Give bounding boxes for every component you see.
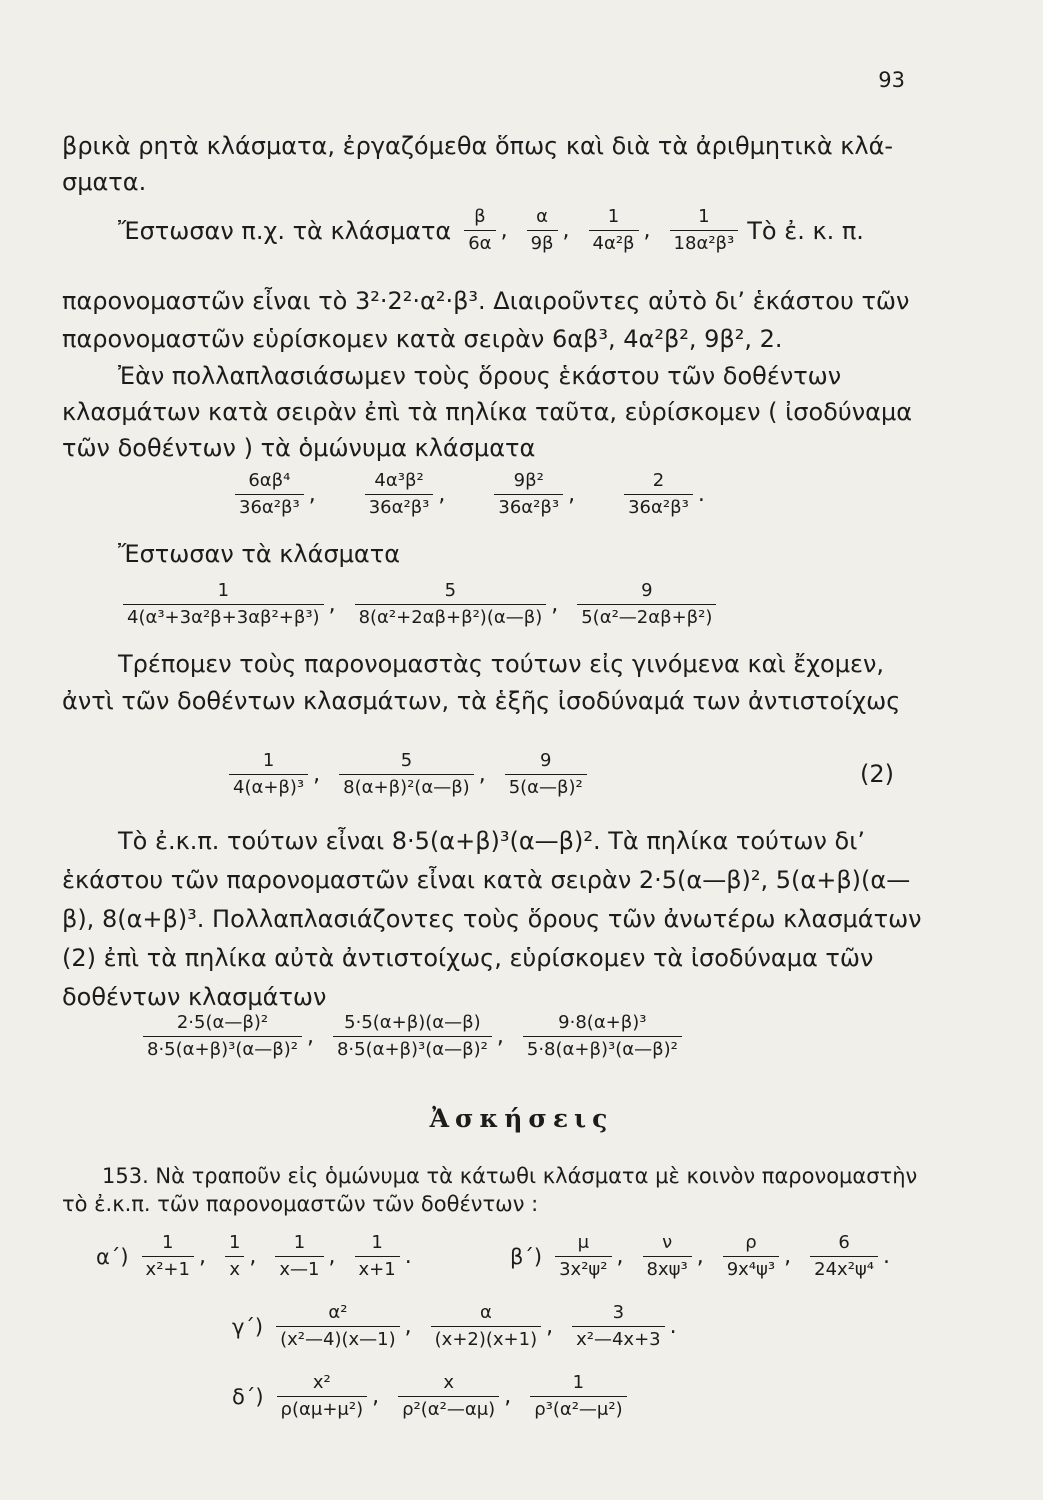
example2-result-line: $\frac{\text{2·5(α—β)²}}{\text{8·5(α+β)³(α—β)²}}$ , $\frac{5\cdot 5(\alpha+\beta)(\alpha—\beta)}{\text{8·5(α+β)³(α—β)²}}$ , $\frac{\text{9·8(α+β)³}}{\text{5·8(α+β)³(α—β)²}}$ (140, 1012, 685, 1061)
fraction: $\frac{9}{\text{5(α²—2αβ+β²)}}$ (577, 580, 716, 629)
intro-line-2: σματα. (62, 168, 147, 196)
example2-body2: Τὸ ἐ.κ.π. τούτων εἶναι 8·5(α+β)³(α—β)². Τὰ πηλίκα τούτων δι’ ἑκάστου τῶν παρονομαστῶν εἶναι κατὰ σειρὰν 2·5(α—β)², 5(α+β)(α—β), 8(α+β)³. Πολλαπλασιάζοντες τοὺς ὅρους τῶν ἀνωτέρω κλασμάτων (2) ἐπὶ τὰ πηλίκα αὐτὰ ἀντιστοίχως, εὑρίσκομεν τὰ ἰσοδύναμα τῶν δοθέντων κλασμάτων (62, 827, 922, 1011)
fraction: $\frac{\mu}{\text{3x²ψ²}}$ (555, 1232, 611, 1281)
fraction: $\frac{\beta}{6\alpha}$ (464, 206, 495, 255)
fraction: $\frac{2}{\text{36α²β³}}$ (624, 470, 693, 519)
fraction: $\frac{9}{\text{5(α—β)²}}$ (505, 750, 587, 799)
intro-paragraph (62, 128, 922, 200)
fraction: $\frac{5\cdot 5(\alpha+\beta)(\alpha—\beta)}{\text{8·5(α+β)³(α—β)²}}$ (333, 1012, 492, 1061)
fraction: $\frac{1}{x}$ (225, 1232, 244, 1281)
fraction: $\frac{\text{x²}}{\text{ρ(αμ+μ²)}}$ (277, 1372, 368, 1421)
fraction: $\frac{\alpha}{(x+2)(x+1)}$ (431, 1302, 541, 1351)
equation-label: (2) (860, 760, 894, 788)
page-number: 93 (878, 68, 905, 92)
example1-fractions-line: Ἔστωσαν π.χ. τὰ κλάσματα $\frac{\beta}{6\alpha}$ , $\frac{\alpha}{9\beta}$ , $\frac{1}{\text{4α²β}}$ , $\frac{1}{\text{18α²β³}}$ Τὸ ἐ. κ. π. (118, 206, 864, 254)
example1-body: παρονομαστῶν εἶναι τὸ 3²·2²·α²·β³. Διαιροῦντες αὐτὸ δι’ ἑκάστου τῶν παρονομαστῶν εὑρίσκομεν κατὰ σειρὰν 6αβ³, 4α²β², 9β², 2. (62, 287, 910, 353)
fraction: $\frac{1}{\text{4α²β}}$ (589, 206, 639, 255)
example1-result-line: $\frac{\text{6αβ⁴}}{\text{36α²β³}}$ , $\frac{\text{4α³β²}}{\text{36α²β³}}$ , $\frac{\text{9β²}}{\text{36α²β³}}$ , $\frac{2}{\text{36α²β³}}$ . (232, 470, 721, 519)
exercise-153: 153. Νὰ τραποῦν εἰς ὁμώνυμα τὰ κάτωθι κλάσματα μὲ κοινὸν παρονομαστὴν τὸ ἐ.κ.π. τῶν παρονομαστῶν τῶν δοθέντων : (62, 1164, 918, 1216)
fraction: $\frac{\text{9·8(α+β)³}}{\text{5·8(α+β)³(α—β)²}}$ (523, 1012, 682, 1061)
fraction: $\frac{1}{\text{4(α³+3α²β+3αβ²+β³)}}$ (123, 580, 324, 629)
exercise-part-b: β΄) $\frac{\mu}{\text{3x²ψ²}}$ , $\frac{\nu}{\text{8xψ³}}$ , $\frac{\rho}{\text{9x⁴ψ³}}$ , $\frac{6}{\text{24x²ψ⁴}}$ . (510, 1232, 891, 1280)
fraction: $\frac{\alpha}{9\beta}$ (527, 206, 558, 255)
fraction: $\frac{6}{\text{24x²ψ⁴}}$ (810, 1232, 878, 1281)
exercise-part-d: δ΄) $\frac{\text{x²}}{\text{ρ(αμ+μ²)}}$ , $\frac{x}{\text{ρ²(α²—αμ)}}$ , $\frac{1}{\text{ρ³(α²—μ²)}}$ (232, 1372, 630, 1421)
fraction: $\frac{\text{α²}}{\text{(x²—4)(x—1)}}$ (276, 1302, 400, 1351)
fraction: $\frac{\rho}{\text{9x⁴ψ³}}$ (723, 1232, 779, 1281)
example2-lead: Ἔστωσαν τὰ κλάσματα (118, 540, 401, 568)
fraction: $\frac{1}{x—1}$ (275, 1232, 323, 1281)
example2-body: Τρέπομεν τοὺς παρονομαστὰς τούτων εἰς γινόμενα καὶ ἔχομεν, ἀντὶ τῶν δοθέντων κλασμάτων, τὰ ἑξῆς ἰσοδύναμά των ἀντιστοίχως (62, 650, 901, 715)
fraction: $\frac{\nu}{\text{8xψ³}}$ (643, 1232, 692, 1281)
intro-line-1: βρικὰ ρητὰ κλάσματα, ἐργαζόμεθα ὅπως καὶ διὰ τὰ ἀριθμητικὰ κλά- (62, 132, 894, 160)
fraction: $\frac{1}{\text{ρ³(α²—μ²)}}$ (530, 1372, 626, 1421)
exercise-part-c: γ΄) $\frac{\text{α²}}{\text{(x²—4)(x—1)}}$ , $\frac{\alpha}{(x+2)(x+1)}$ , $\frac{3}{\text{x²—4x+3}}$ . (232, 1302, 677, 1350)
example2-factored-line: $\frac{1}{\text{4(α+β)³}}$ , $\frac{5}{\text{8(α+β)²(α—β)}}$ , $\frac{9}{\text{5(α—β)²}}$ (226, 750, 590, 799)
example1-lead: Ἔστωσαν π.χ. τὰ κλάσματα (118, 216, 452, 245)
fraction: $\frac{1}{\text{4(α+β)³}}$ (229, 750, 308, 799)
exercise-part-a: α΄) $\frac{1}{\text{x²+1}}$ , $\frac{1}{x}$ , $\frac{1}{x—1}$ , $\frac{1}{x+1}$ . (96, 1232, 412, 1280)
example1-body2: Ἐὰν πολλαπλασιάσωμεν τοὺς ὅρους ἑκάστου τῶν δοθέντων κλασμάτων κατὰ σειρὰν ἐπὶ τὰ πηλίκα ταῦτα, εὑρίσκομεν ( ἰσοδύναμα τῶν δοθέντων ) τὰ ὁμώνυμα κλάσματα (62, 362, 913, 462)
exercises-heading: Ἀσκήσεις (429, 1104, 614, 1133)
fraction: $\frac{1}{\text{x²+1}}$ (142, 1232, 194, 1281)
fraction: $\frac{\text{6αβ⁴}}{\text{36α²β³}}$ (235, 470, 304, 519)
fraction: $\frac{\text{2·5(α—β)²}}{\text{8·5(α+β)³(α—β)²}}$ (143, 1012, 302, 1061)
example1-tail: Τὸ ἐ. κ. π. (747, 216, 864, 245)
fraction: $\frac{1}{\text{18α²β³}}$ (670, 206, 739, 255)
fraction: $\frac{1}{x+1}$ (355, 1232, 400, 1281)
fraction: $\frac{\text{9β²}}{\text{36α²β³}}$ (494, 470, 563, 519)
fraction: $\frac{\text{4α³β²}}{\text{36α²β³}}$ (365, 470, 434, 519)
fraction: $\frac{3}{\text{x²—4x+3}}$ (572, 1302, 665, 1351)
fraction: $\frac{5}{\text{8(α²+2αβ+β²)(α—β)}}$ (355, 580, 547, 629)
example2-fractions-line: $\frac{1}{\text{4(α³+3α²β+3αβ²+β³)}}$ , $\frac{5}{\text{8(α²+2αβ+β²)(α—β)}}$ , $\frac{9}{\text{5(α²—2αβ+β²)}}$ (120, 580, 719, 629)
fraction: $\frac{x}{\text{ρ²(α²—αμ)}}$ (398, 1372, 499, 1421)
fraction: $\frac{5}{\text{8(α+β)²(α—β)}}$ (339, 750, 474, 799)
